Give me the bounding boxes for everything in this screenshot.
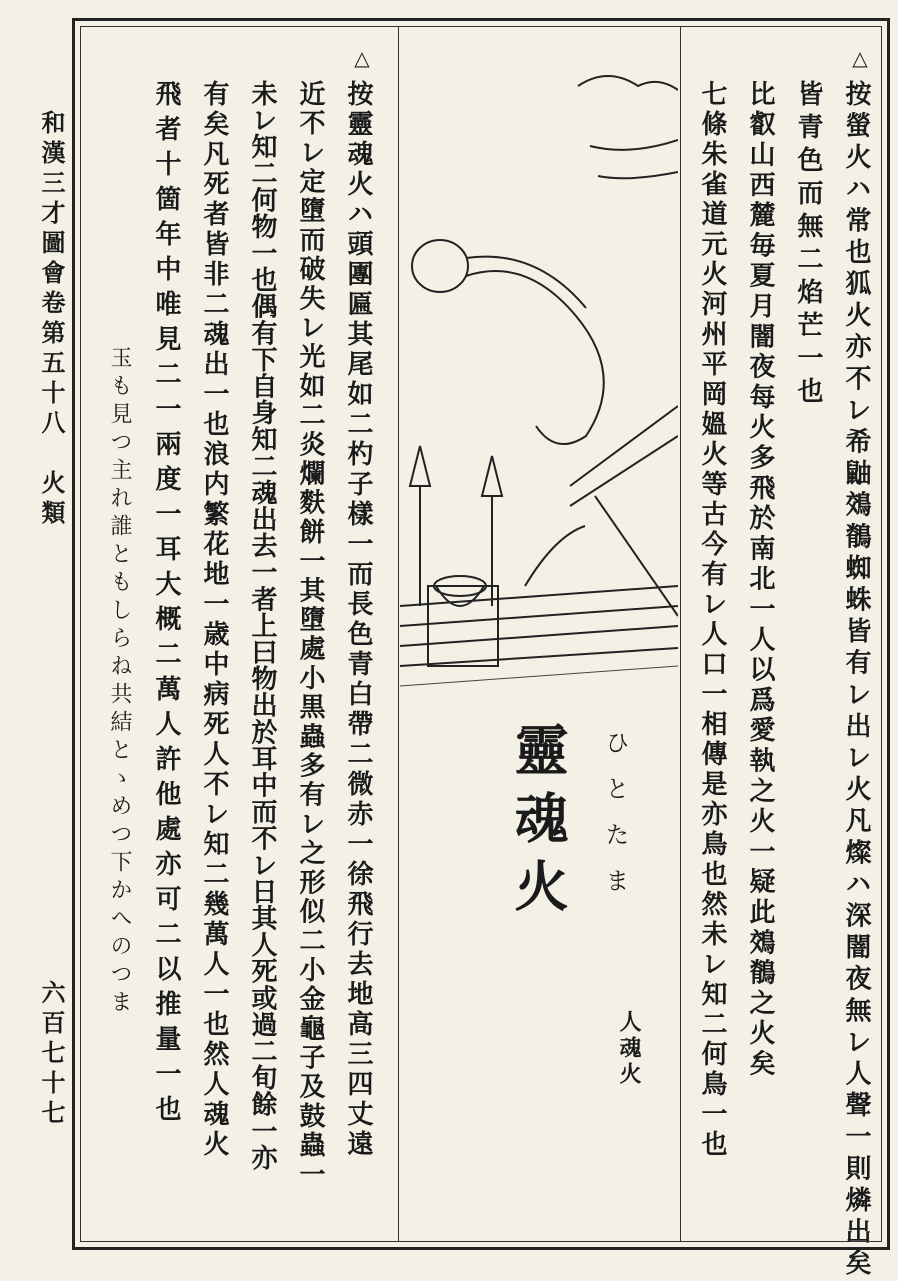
section-mark-right: △ [848, 46, 872, 76]
divider-left [398, 26, 399, 1242]
page-number: 六百七十七 [37, 980, 66, 1130]
right-column-4: 七條朱雀道元火河州平岡媼火等古今有レ人口一相傳是亦鳥也然未レ知二何鳥一也 [697, 80, 727, 1160]
poem: 玉も見つ主れ誰ともしらね共結とゝめつ下かへのつま [107, 346, 132, 1018]
illustration-title: 靈魂火 [506, 722, 570, 926]
running-title: 和漢三才圖會卷第五十八 火類 [37, 110, 66, 530]
right-column-2: 皆青色而無二焰芒一也 [793, 80, 823, 410]
left-column-2: 近不レ定墮而破失レ光如二炎爛麩餅一其墮處小黒蟲多有レ之形似二小金龜子及鼓蟲一 [295, 80, 325, 1190]
illustration-reading: ひとたま [601, 730, 629, 914]
section-mark-left: △ [350, 46, 374, 76]
left-column-3: 未レ知二何物一也偶有下自身知二魂出去一者上曰物出於耳中而不レ日其人死或過二旬餘一亦 [247, 80, 277, 1171]
right-column-3: 比叡山西麓毎夏月闇夜每火多飛於南北一人以爲愛執之火一疑此鵁鶺之火矣 [745, 80, 775, 1080]
left-column-5: 飛者十箇年中唯見二一兩度一耳大概二萬人許他處亦可二以推量一也 [151, 80, 181, 1130]
divider-right [680, 26, 681, 1242]
left-column-4: 有矣凡死者皆非二魂出一也浪内繁花地一歳中病死人不レ知二幾萬人一也然人魂火 [199, 80, 229, 1160]
spirit-fire-illustration [400, 26, 678, 694]
left-column-1: 按靈魂火ハ頭團匾其尾如二杓子樣一而長色青白帶二微赤一徐飛行去地高三四丈遠 [343, 80, 373, 1160]
illustration-alt-name: 人魂火 [616, 1010, 642, 1088]
right-column-1: 按螢火ハ常也狐火亦不レ希鼬鵁鶺蜘蛛皆有レ出レ火凡燦ハ深闇夜無レ人聲一則燐出矣 [841, 80, 871, 1281]
